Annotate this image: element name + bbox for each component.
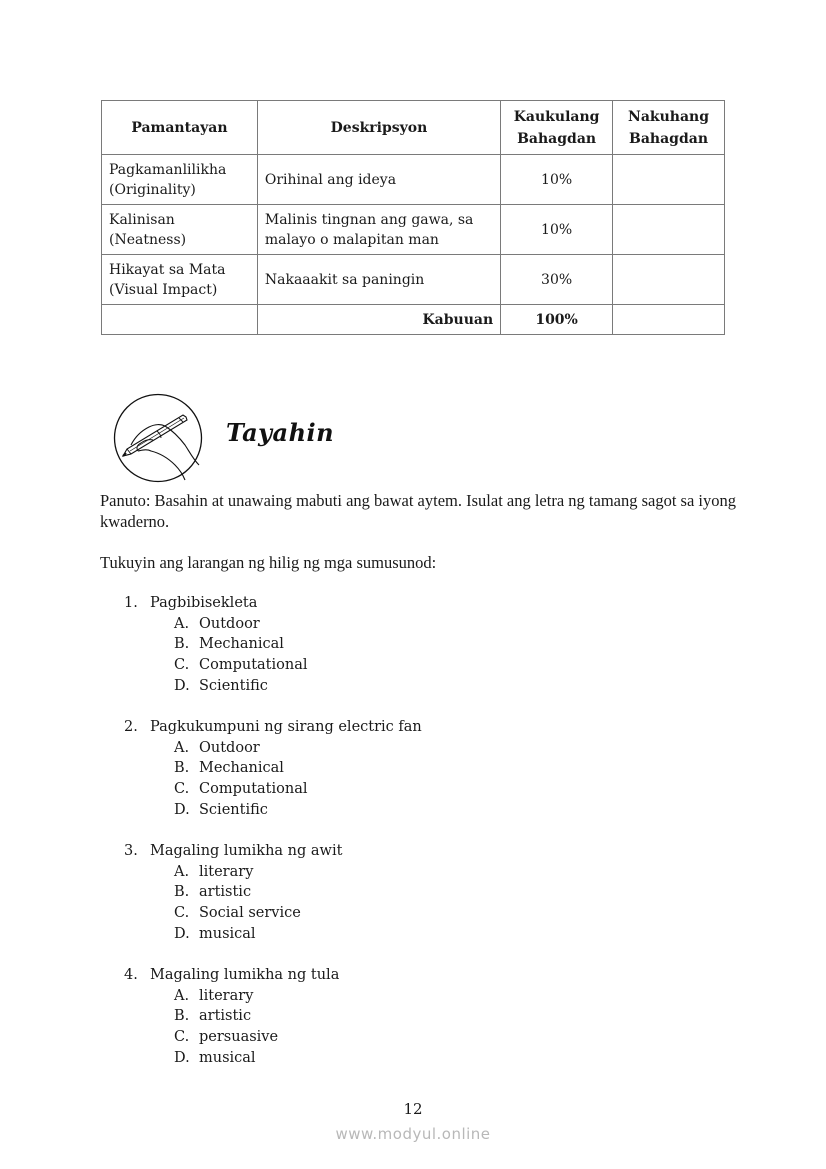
question-line	[124, 841, 724, 862]
question-number: 2.	[124, 718, 138, 735]
option-text: Mechanical	[199, 760, 284, 777]
criterion-cell: Hikayat sa Mata (Visual Impact)	[102, 255, 258, 305]
total-empty-cell	[102, 305, 258, 335]
question-item	[124, 717, 724, 820]
option-text: artistic	[199, 1008, 252, 1025]
option-item	[124, 924, 724, 945]
option-text: persuasive	[199, 1028, 279, 1045]
option-letter: C.	[174, 657, 190, 674]
option-item	[124, 634, 724, 655]
option-letter: A.	[174, 987, 190, 1004]
description-cell: Orihinal ang ideya	[257, 155, 500, 205]
table-header-row	[102, 101, 725, 155]
question-text: Magaling lumikha ng awit	[150, 842, 343, 859]
option-letter: C.	[174, 1028, 190, 1045]
option-item	[124, 800, 724, 821]
option-letter: B.	[174, 760, 190, 777]
prompt-text: Tukuyin ang larangan ng hilig ng mga sumusunod:	[100, 553, 437, 572]
option-item	[124, 862, 724, 883]
description-cell: Nakaaakit sa paningin	[257, 255, 500, 305]
question-item	[124, 965, 724, 1068]
score-cell	[613, 255, 725, 305]
option-item	[124, 882, 724, 903]
criterion-cell: Pagkamanlilikha (Originality)	[102, 155, 258, 205]
option-text: artistic	[199, 884, 252, 901]
question-number: 3.	[124, 842, 138, 859]
weight-cell: 30%	[501, 255, 613, 305]
criterion-cell: Kalinisan (Neatness)	[102, 205, 258, 255]
option-item	[124, 1006, 724, 1027]
header-kaukulang-bahagdan: Kaukulang Bahagdan	[501, 101, 613, 155]
question-text: Pagbibisekleta	[150, 595, 258, 611]
option-item	[124, 758, 724, 779]
option-letter: A.	[174, 739, 190, 756]
option-item	[124, 986, 724, 1007]
question-line	[124, 593, 724, 614]
section-title: Tayahin	[226, 418, 335, 447]
description-cell: Malinis tingnan ang gawa, sa malayo o malapitan man	[257, 205, 500, 255]
option-item	[124, 738, 724, 759]
option-letter: B.	[174, 636, 190, 653]
rubric-table	[101, 100, 725, 335]
option-text: musical	[199, 1049, 256, 1066]
total-weight: 100%	[501, 305, 613, 335]
option-letter: B.	[174, 1008, 190, 1025]
option-letter: D.	[174, 1049, 190, 1066]
score-cell	[613, 155, 725, 205]
question-item	[124, 841, 724, 944]
option-letter: D.	[174, 801, 190, 818]
table-row	[102, 255, 725, 305]
option-letter: D.	[174, 925, 190, 942]
question-text: Magaling lumikha ng tula	[150, 966, 340, 983]
option-letter: D.	[174, 677, 190, 694]
option-text: Scientific	[199, 801, 268, 818]
question-list	[124, 593, 724, 1089]
total-score-cell	[613, 305, 725, 335]
option-item	[124, 1027, 724, 1048]
option-text: Computational	[199, 781, 308, 797]
option-text: Computational	[199, 657, 308, 674]
header-pamantayan: Pamantayan	[102, 101, 258, 155]
header-nakuhang-bahagdan: Nakuhang Bahagdan	[613, 101, 725, 155]
option-text: literary	[199, 987, 254, 1004]
option-letter: C.	[174, 904, 190, 921]
option-text: Social service	[199, 904, 301, 921]
option-item	[124, 1048, 724, 1069]
weight-cell: 10%	[501, 205, 613, 255]
question-number: 4.	[124, 966, 138, 983]
option-text: Outdoor	[199, 615, 260, 632]
option-text: Mechanical	[199, 636, 284, 653]
option-letter: A.	[174, 863, 190, 880]
question-line	[124, 717, 724, 738]
option-text: musical	[199, 925, 256, 942]
option-letter: C.	[174, 781, 190, 797]
total-label: Kabuuan	[257, 305, 500, 335]
table-total-row	[102, 305, 725, 335]
option-text: Outdoor	[199, 739, 260, 756]
question-line	[124, 965, 724, 986]
question-text: Pagkukumpuni ng sirang electric fan	[150, 718, 422, 735]
watermark: www.modyul.online	[335, 1125, 491, 1143]
weight-cell: 10%	[501, 155, 613, 205]
question-number: 1.	[124, 595, 138, 611]
option-item	[124, 676, 724, 697]
hand-writing-pencil-icon	[113, 393, 203, 483]
page-number: 12	[403, 1100, 423, 1118]
score-cell	[613, 205, 725, 255]
question-item	[124, 593, 724, 696]
option-item	[124, 903, 724, 924]
option-letter: A.	[174, 615, 190, 632]
option-item	[124, 655, 724, 676]
option-text: Scientific	[199, 677, 268, 694]
instructions-text: Panuto: Basahin at unawaing mabuti ang bawat aytem. Isulat ang letra ng tamang sagot sa iyong kwaderno.	[100, 491, 737, 531]
header-deskripsyon: Deskripsyon	[257, 101, 500, 155]
option-text: literary	[199, 863, 254, 880]
option-item	[124, 614, 724, 635]
option-letter: B.	[174, 884, 190, 901]
table-row	[102, 205, 725, 255]
table-row	[102, 155, 725, 205]
option-item	[124, 779, 724, 800]
